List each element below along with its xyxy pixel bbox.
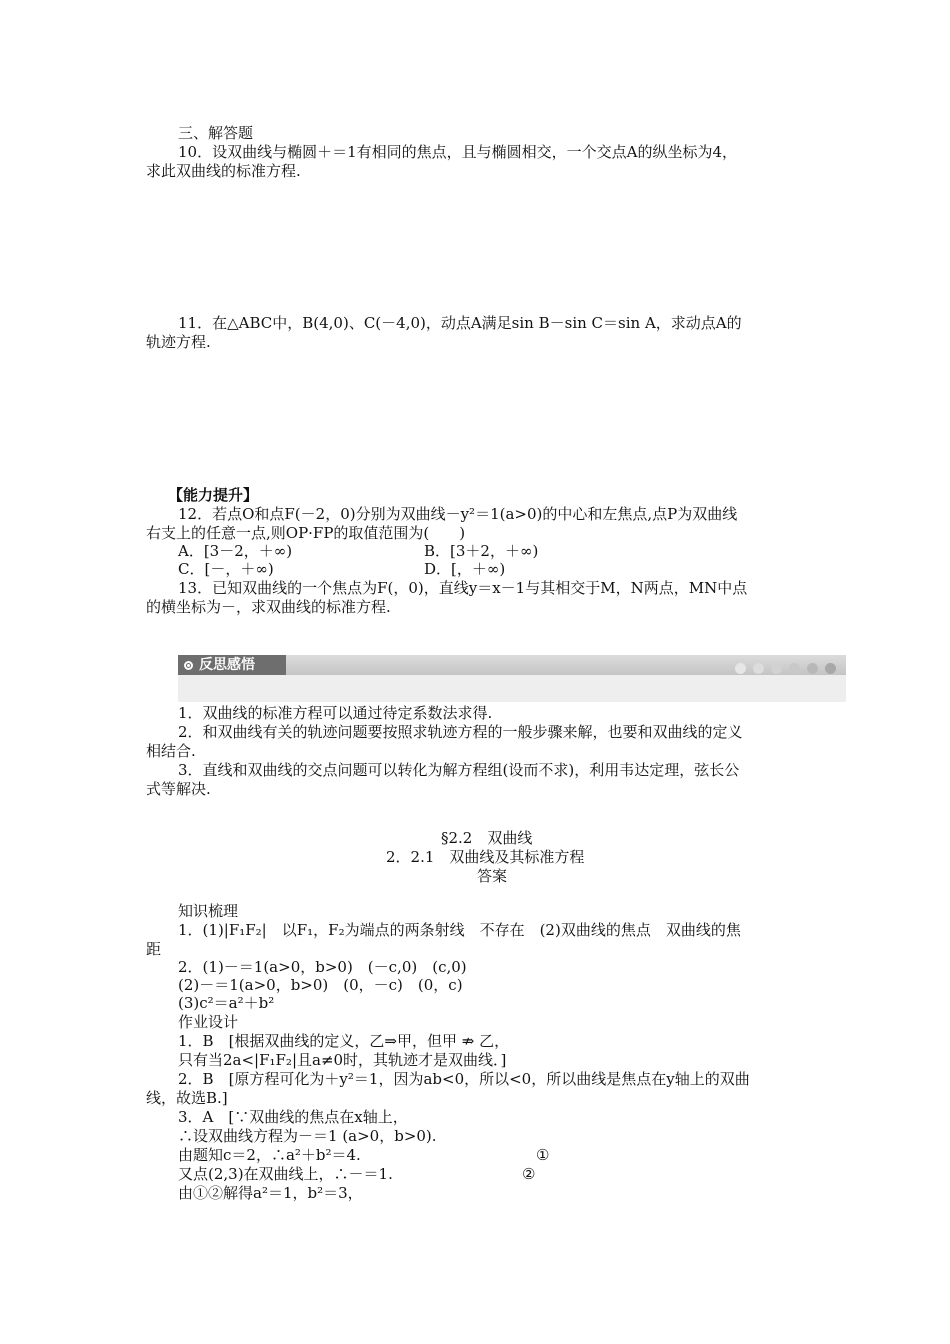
section-banner-base: [178, 675, 846, 702]
text-line: 2．(1)－＝1(a>0，b>0) (－c,0) (c,0): [178, 958, 467, 976]
text-line: ∴设双曲线方程为－＝1 (a>0，b>0).: [178, 1127, 437, 1145]
decorative-dots: [728, 659, 836, 678]
text-line: B．[3＋2，＋∞): [424, 542, 539, 560]
text-line: 3．直线和双曲线的交点问题可以转化为解方程组(设而不求)，利用韦达定理，弦长公: [178, 761, 740, 779]
text-line: 式等解决.: [146, 780, 211, 798]
dot-icon: [807, 663, 818, 674]
dot-icon: [771, 663, 782, 674]
text-line: D．[，＋∞): [424, 560, 506, 578]
text-line: C．[－，＋∞): [178, 560, 274, 578]
text-line: 答案: [477, 867, 508, 885]
text-line: ②: [522, 1165, 536, 1183]
dot-icon: [753, 663, 764, 674]
dot-icon: [789, 663, 800, 674]
section-banner: [178, 655, 846, 702]
text-line: 线，故选B.]: [146, 1089, 228, 1107]
section-tag: [178, 655, 286, 675]
text-line: 作业设计: [178, 1013, 239, 1031]
text-line: 1．B [根据双曲线的定义，乙⇒甲，但甲 ⇏ 乙，: [178, 1032, 510, 1050]
text-line: 2．B [原方程可化为＋y²＝1，因为ab<0，所以<0，所以曲线是焦点在y轴上的双曲: [178, 1070, 750, 1088]
text-line: 的横坐标为－，求双曲线的标准方程.: [146, 598, 391, 616]
text-line: (2)－＝1(a>0，b>0) (0，－c) (0，c): [178, 976, 463, 994]
text-line: 右支上的任意一点,则OP·FP的取值范围为( ): [146, 524, 466, 542]
text-line: 又点(2,3)在双曲线上，∴－＝1.: [178, 1165, 393, 1183]
text-line: ①: [536, 1146, 550, 1164]
text-line: 求此双曲线的标准方程.: [146, 162, 301, 180]
text-line: 三、解答题: [178, 124, 254, 142]
section-label: 反思感悟: [199, 657, 255, 673]
text-line: 【能力提升】: [168, 486, 259, 504]
text-line: 2．2.1 双曲线及其标准方程: [386, 848, 585, 866]
text-line: A．[3－2，＋∞): [178, 542, 293, 560]
text-line: 10．设双曲线与椭圆＋＝1有相同的焦点，且与椭圆相交，一个交点A的纵坐标为4，: [178, 143, 738, 161]
text-line: 11．在△ABC中，B(4,0)、C(－4,0)，动点A满足sin B－sin C＝sin A，求动点A的: [178, 314, 742, 332]
text-line: 只有当2a<|F₁F₂|且a≠0时，其轨迹才是双曲线．]: [178, 1051, 507, 1069]
dot-icon: [735, 663, 746, 674]
text-line: §2.2 双曲线: [441, 829, 533, 847]
text-line: 相结合.: [146, 742, 196, 760]
text-line: (3)c²＝a²＋b²: [178, 994, 275, 1012]
dot-icon: [825, 663, 836, 674]
text-line: 12．若点O和点F(－2，0)分别为双曲线－y²＝1(a>0)的中心和左焦点,点P为双曲线: [178, 505, 738, 523]
text-line: 距: [146, 940, 162, 958]
text-line: 轨迹方程.: [146, 333, 211, 351]
text-line: 13．已知双曲线的一个焦点为F(，0)，直线y＝x－1与其相交于M，N两点，MN中点: [178, 579, 748, 597]
text-line: 由题知c＝2，∴a²＋b²＝4.: [178, 1146, 361, 1164]
text-line: 1．(1)|F₁F₂| 以F₁，F₂为端点的两条射线 不存在 (2)双曲线的焦点 双曲线的焦: [178, 921, 741, 939]
text-line: 2．和双曲线有关的轨迹问题要按照求轨迹方程的一般步骤来解，也要和双曲线的定义: [178, 723, 743, 741]
text-line: 1．双曲线的标准方程可以通过待定系数法求得.: [178, 704, 493, 722]
target-icon: [184, 661, 193, 670]
text-line: 3．A [∵双曲线的焦点在x轴上，: [178, 1108, 408, 1126]
text-line: 由①②解得a²＝1，b²＝3，: [178, 1184, 363, 1202]
text-line: 知识梳理: [178, 902, 239, 920]
